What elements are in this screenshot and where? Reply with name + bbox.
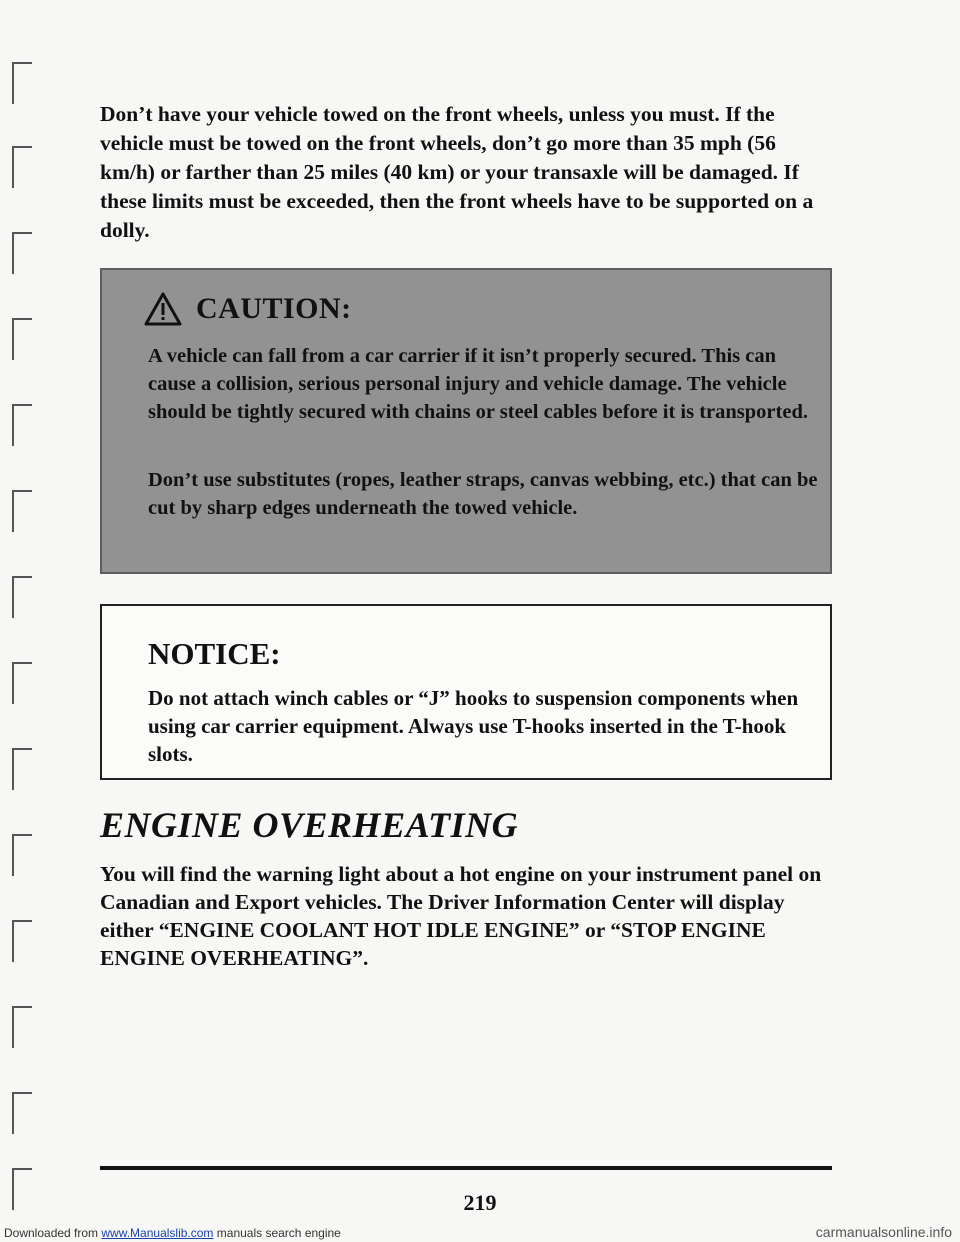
edge-mark bbox=[12, 920, 32, 962]
footer-rule bbox=[100, 1166, 832, 1170]
edge-mark bbox=[12, 1006, 32, 1048]
edge-mark bbox=[12, 662, 32, 704]
download-watermark bbox=[4, 1226, 341, 1240]
caution-title: CAUTION: bbox=[196, 292, 352, 325]
page-number: 219 bbox=[463, 1190, 497, 1215]
edge-mark bbox=[12, 146, 32, 188]
section-body: You will find the warning light about a hot engine on your instrument panel on Canadian and Export vehicles. The Driver Information Center will display either “ENGINE COOLANT HOT IDLE ENGINE” or “STOP ENGINE ENGINE OVERHEATING”. bbox=[100, 862, 822, 970]
edge-mark bbox=[12, 576, 32, 618]
notice-box bbox=[100, 604, 832, 780]
section-heading: ENGINE OVERHEATING bbox=[100, 805, 519, 845]
caution-paragraph: A vehicle can fall from a car carrier if it isn’t properly secured. This can cause a collision, serious personal injury and vehicle damage. The vehicle should be tightly secured with chains or steel cables before it is transported. bbox=[148, 345, 808, 423]
caution-paragraph: Don’t use substitutes (ropes, leather straps, canvas webbing, etc.) that can be cut by sharp edges underneath the towed vehicle. bbox=[148, 469, 818, 519]
watermark-suffix: manuals search engine bbox=[213, 1226, 341, 1240]
edge-mark bbox=[12, 232, 32, 274]
notice-title: NOTICE: bbox=[148, 636, 281, 671]
site-watermark: carmanualsonline.info bbox=[815, 1224, 952, 1240]
edge-mark bbox=[12, 404, 32, 446]
watermark-prefix: Downloaded from bbox=[4, 1226, 102, 1240]
notice-text: Do not attach winch cables or “J” hooks to suspension components when using car carrier equipment. Always use T-hooks inserted in the T-hook slots. bbox=[148, 686, 799, 766]
edge-mark bbox=[12, 62, 32, 104]
edge-mark bbox=[12, 834, 32, 876]
caution-header bbox=[144, 292, 352, 326]
edge-mark bbox=[12, 1092, 32, 1134]
caution-box bbox=[100, 268, 832, 574]
edge-mark bbox=[12, 490, 32, 532]
edge-mark bbox=[12, 318, 32, 360]
page-edge-marks bbox=[0, 0, 40, 1242]
intro-paragraph: Don’t have your vehicle towed on the front wheels, unless you must. If the vehicle must be towed on the front wheels, don’t go more than 35 mph (56 km/h) or farther than 25 miles (40 km) or your transaxle will be damaged. If these limits must be exceeded, then the front wheels have to be supported on a dolly. bbox=[100, 102, 814, 242]
warning-triangle-icon bbox=[144, 292, 182, 326]
edge-mark bbox=[12, 748, 32, 790]
manualslib-link[interactable]: www.Manualslib.com bbox=[101, 1226, 214, 1240]
